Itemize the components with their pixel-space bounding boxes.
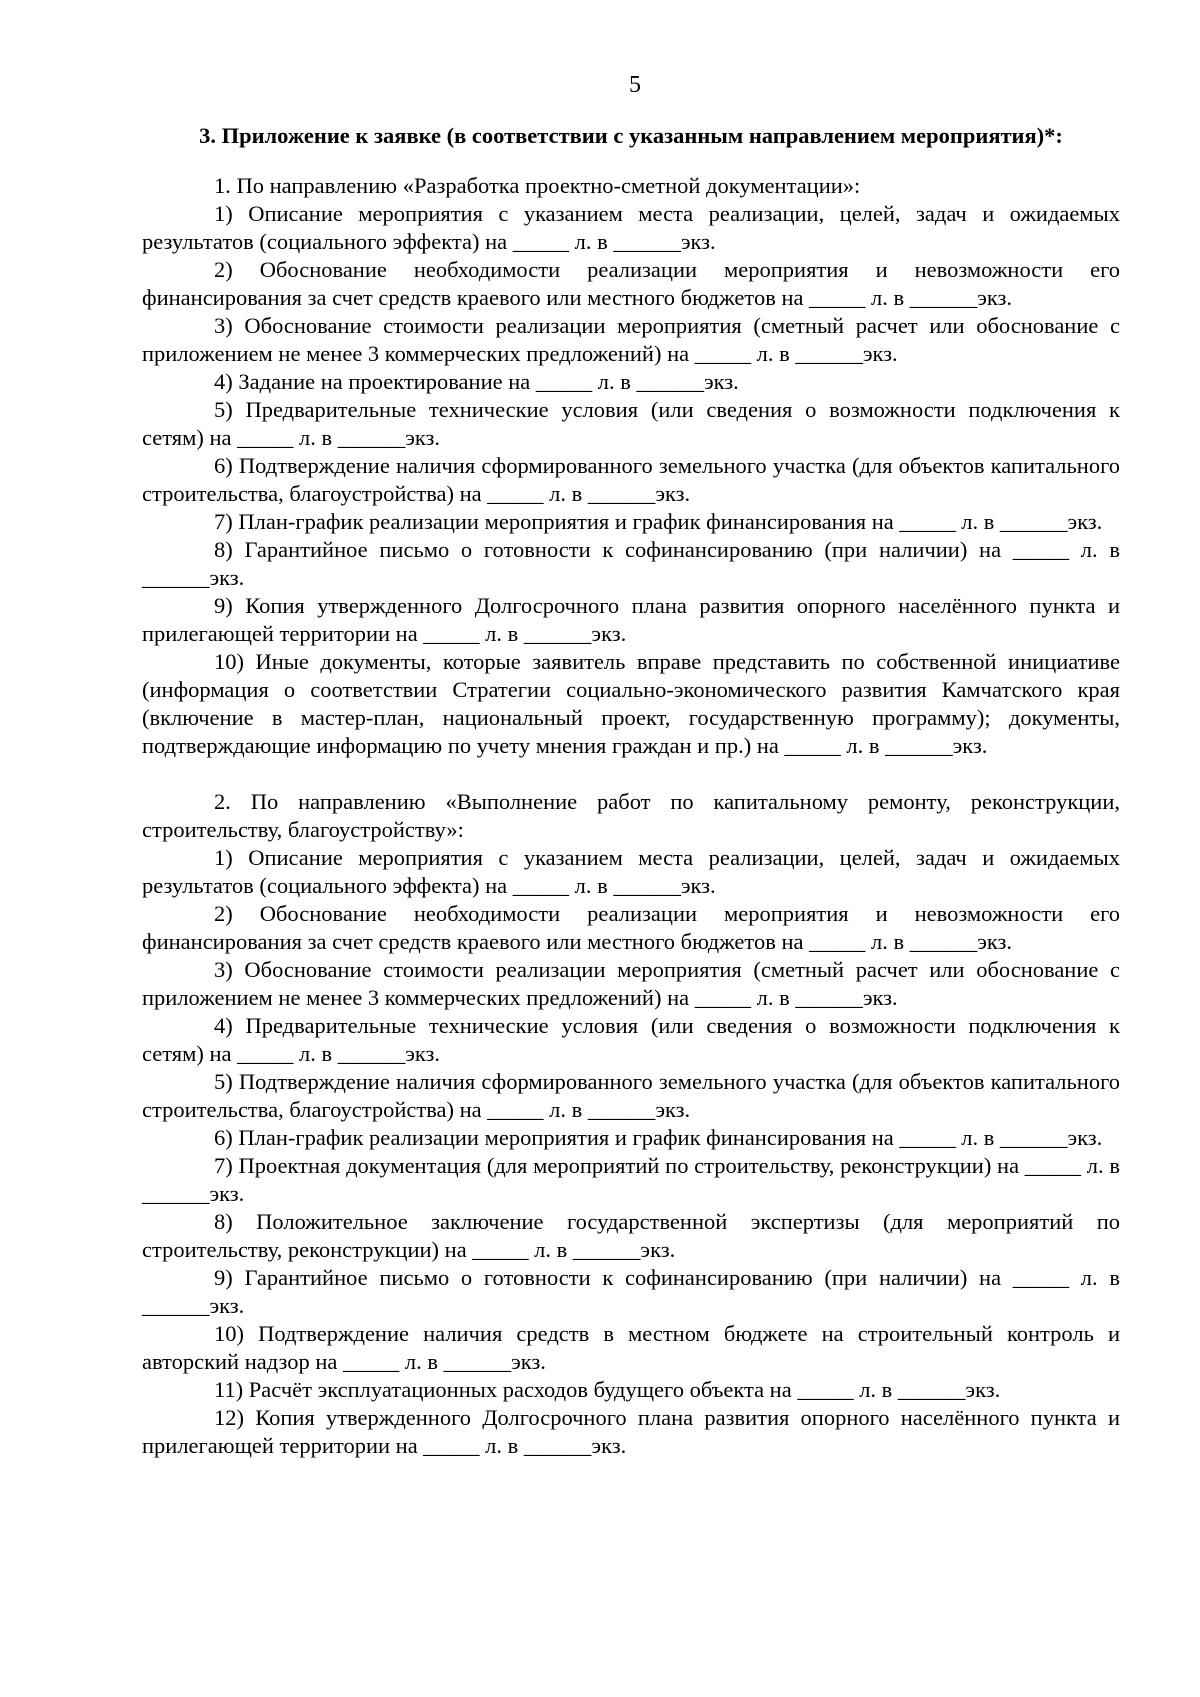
section-1-item: 1) Описание мероприятия с указанием места реализации, целей, задач и ожидаемых результатов (социального эффекта) на _____ л. в ______экз. [142, 201, 1120, 254]
section-1-item: 7) План-график реализации мероприятия и график финансирования на _____ л. в ______экз. [214, 509, 1103, 534]
section-1-item: 10) Иные документы, которые заявитель вправе представить по собственной инициативе (информация о соответствии Стратегии социально-экономического развития Камчатского края (включение в мастер-план, национальный проект, государственную программу); документы, подтверждающие информацию по учету мнения граждан и пр.) на _____ л. в ______экз. [142, 649, 1120, 758]
section-1-intro: 1. По направлению «Разработка проектно-сметной документации»: [214, 173, 861, 198]
section-2-item: 6) План-график реализации мероприятия и график финансирования на _____ л. в ______экз. [214, 1125, 1103, 1150]
section-1-item: 8) Гарантийное письмо о готовности к софинансированию (при наличии) на _____ л. в ______экз. [142, 537, 1120, 590]
section-2-item: 3) Обоснование стоимости реализации мероприятия (сметный расчет или обоснование с приложением не менее 3 коммерческих предложений) на _____ л. в ______экз. [142, 957, 1120, 1010]
section-2-intro: 2. По направлению «Выполнение работ по капитальному ремонту, реконструкции, строительству, благоустройству»: [142, 789, 1120, 842]
section-1-item: 2) Обоснование необходимости реализации мероприятия и невозможности его финансирования за счет средств краевого или местного бюджетов на _____ л. в ______экз. [142, 257, 1120, 310]
section-2-item: 2) Обоснование необходимости реализации мероприятия и невозможности его финансирования за счет средств краевого или местного бюджетов на _____ л. в ______экз. [142, 901, 1120, 954]
section-1-item: 4) Задание на проектирование на _____ л. в ______экз. [214, 369, 739, 394]
section-2-item: 9) Гарантийное письмо о готовности к софинансированию (при наличии) на _____ л. в ______экз. [142, 1265, 1120, 1318]
section-2-item: 7) Проектная документация (для мероприятий по строительству, реконструкции) на _____ л. в ______экз. [142, 1153, 1120, 1206]
section-heading: 3. Приложение к заявке (в соответствии с указанным направлением мероприятия)*: [199, 123, 1063, 148]
section-1-item: 6) Подтверждение наличия сформированного земельного участка (для объектов капитального строительства, благоустройства) на _____ л. в ______экз. [142, 453, 1120, 506]
section-2-item: 8) Положительное заключение государственной экспертизы (для мероприятий по строительству, реконструкции) на _____ л. в ______экз. [142, 1209, 1120, 1262]
section-2-item: 1) Описание мероприятия с указанием места реализации, целей, задач и ожидаемых результатов (социального эффекта) на _____ л. в ______экз. [142, 845, 1120, 898]
section-2-item: 10) Подтверждение наличия средств в местном бюджете на строительный контроль и авторский надзор на _____ л. в ______экз. [142, 1321, 1120, 1374]
section-2-item: 4) Предварительные технические условия (или сведения о возможности подключения к сетям) на _____ л. в ______экз. [142, 1013, 1120, 1066]
document-page [142, 70, 1120, 1460]
section-1-item: 3) Обоснование стоимости реализации мероприятия (сметный расчет или обоснование с приложением не менее 3 коммерческих предложений) на _____ л. в ______экз. [142, 313, 1120, 366]
section-2-item: 11) Расчёт эксплуатационных расходов будущего объекта на _____ л. в ______экз. [214, 1377, 1001, 1402]
section-2-item: 5) Подтверждение наличия сформированного земельного участка (для объектов капитального строительства, благоустройства) на _____ л. в ______экз. [142, 1069, 1120, 1122]
section-2 [142, 788, 1120, 1460]
section-1-item: 9) Копия утвержденного Долгосрочного плана развития опорного населённого пункта и прилегающей территории на _____ л. в ______экз. [142, 593, 1120, 646]
section-1-item: 5) Предварительные технические условия (или сведения о возможности подключения к сетям) на _____ л. в ______экз. [142, 397, 1120, 450]
section-1 [142, 172, 1120, 760]
page-number: 5 [629, 72, 641, 98]
section-2-item: 12) Копия утвержденного Долгосрочного плана развития опорного населённого пункта и прилегающей территории на _____ л. в ______экз. [142, 1405, 1120, 1458]
